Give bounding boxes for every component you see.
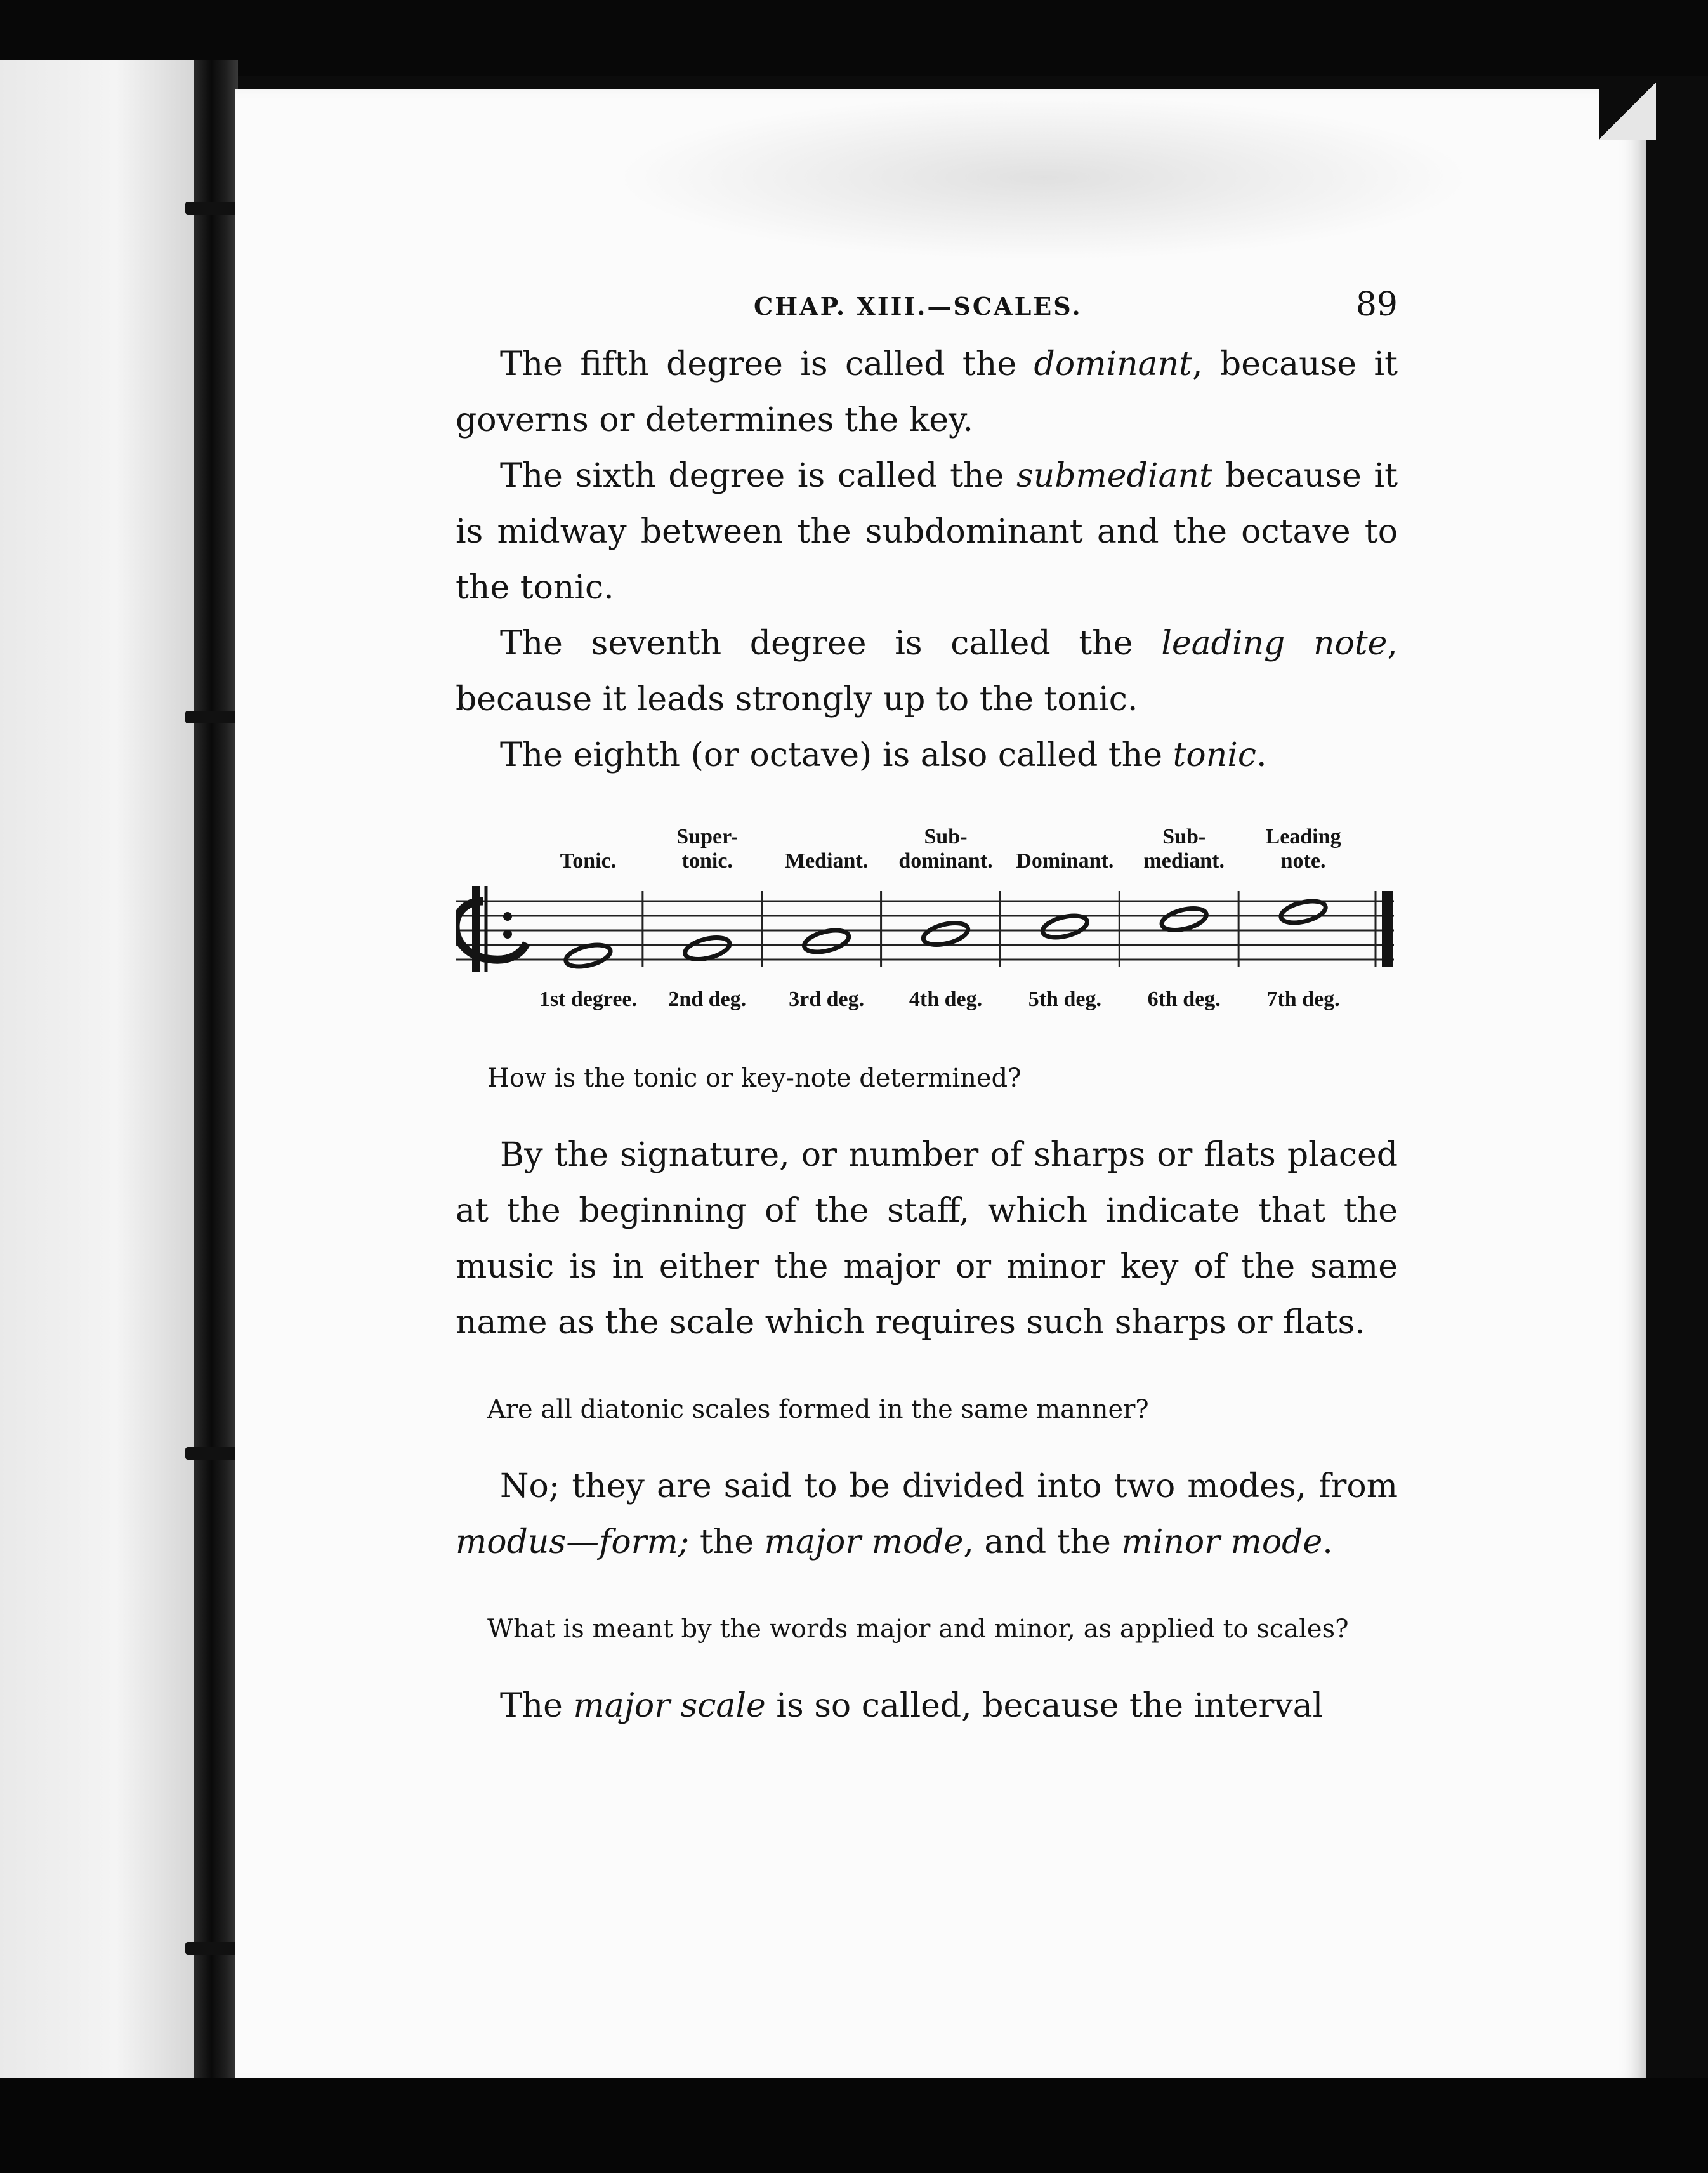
italic-term: tonic	[1173, 736, 1256, 774]
degree-label: 4th deg.	[909, 987, 983, 1011]
degree-label: 2nd deg.	[668, 987, 747, 1011]
page-text	[456, 286, 1398, 1734]
degree-label: 6th deg.	[1147, 987, 1221, 1011]
question-tonic: How is the tonic or key-note determined?	[487, 1064, 1022, 1093]
degree-label: 5th deg.	[1028, 987, 1101, 1011]
scan-border-top	[0, 0, 1708, 76]
answer-tonic: By the signature, or number of sharps or flats placed at the beginning of the staff, which indicate that the music is in either the major or minor key of the same name as the scale which requires such sharps or flats.	[456, 1136, 1398, 1342]
answer-major-minor: The major scale is so called, because the interval	[500, 1687, 1324, 1725]
italic-term: modus—form;	[456, 1523, 690, 1561]
page-header	[456, 286, 1398, 336]
page-number: 89	[1355, 286, 1398, 324]
paragraph-submediant: The sixth degree is called the submediant because it is midway between the subdominant and the octave to the tonic.	[456, 457, 1398, 607]
italic-term: major scale	[573, 1687, 766, 1725]
italic-term: submediant	[1016, 457, 1212, 495]
degree-name: Super- tonic.	[676, 825, 739, 873]
degree-label: 3rd deg.	[789, 987, 865, 1011]
question-diatonic-scales: Are all diatonic scales formed in the same manner?	[487, 1395, 1149, 1424]
degree-name: Sub- mediant.	[1143, 825, 1225, 873]
paragraph-octave: The eighth (or octave) is also called the tonic.	[500, 736, 1267, 774]
italic-term: major mode	[764, 1523, 964, 1561]
facing-page-edge	[0, 60, 194, 2078]
degree-name: Tonic.	[560, 849, 617, 873]
page-corner-fold	[1599, 83, 1656, 140]
degree-name: Leading note.	[1265, 825, 1341, 873]
degree-name: Sub- dominant.	[898, 825, 993, 873]
italic-term: leading note	[1161, 624, 1388, 663]
paragraph-dominant: The fifth degree is called the dominant, because it governs or determines the key.	[456, 345, 1398, 439]
paragraph-leading-note: The seventh degree is called the leading note, because it leads strongly up to the tonic.	[456, 624, 1398, 718]
answer-diatonic-scales: No; they are said to be divided into two modes, from modus—form; the major mode, and the minor mode.	[456, 1467, 1398, 1561]
scan-border-bottom	[0, 2078, 1708, 2173]
italic-term: dominant	[1034, 345, 1192, 383]
book-spine	[194, 60, 238, 2091]
final-bar-thick	[1382, 891, 1393, 967]
degree-label: 1st degree.	[539, 987, 638, 1011]
degree-name: Mediant.	[785, 849, 869, 873]
page-shading	[615, 95, 1472, 260]
question-major-minor: What is meant by the words major and minor, as applied to scales?	[487, 1615, 1349, 1644]
scale-degrees-staff	[456, 820, 1398, 1029]
italic-term: minor mode	[1121, 1523, 1323, 1561]
degree-name: Dominant.	[1016, 849, 1114, 873]
running-head: CHAP. XIII.—SCALES.	[754, 292, 1082, 320]
degree-label: 7th deg.	[1266, 987, 1340, 1011]
